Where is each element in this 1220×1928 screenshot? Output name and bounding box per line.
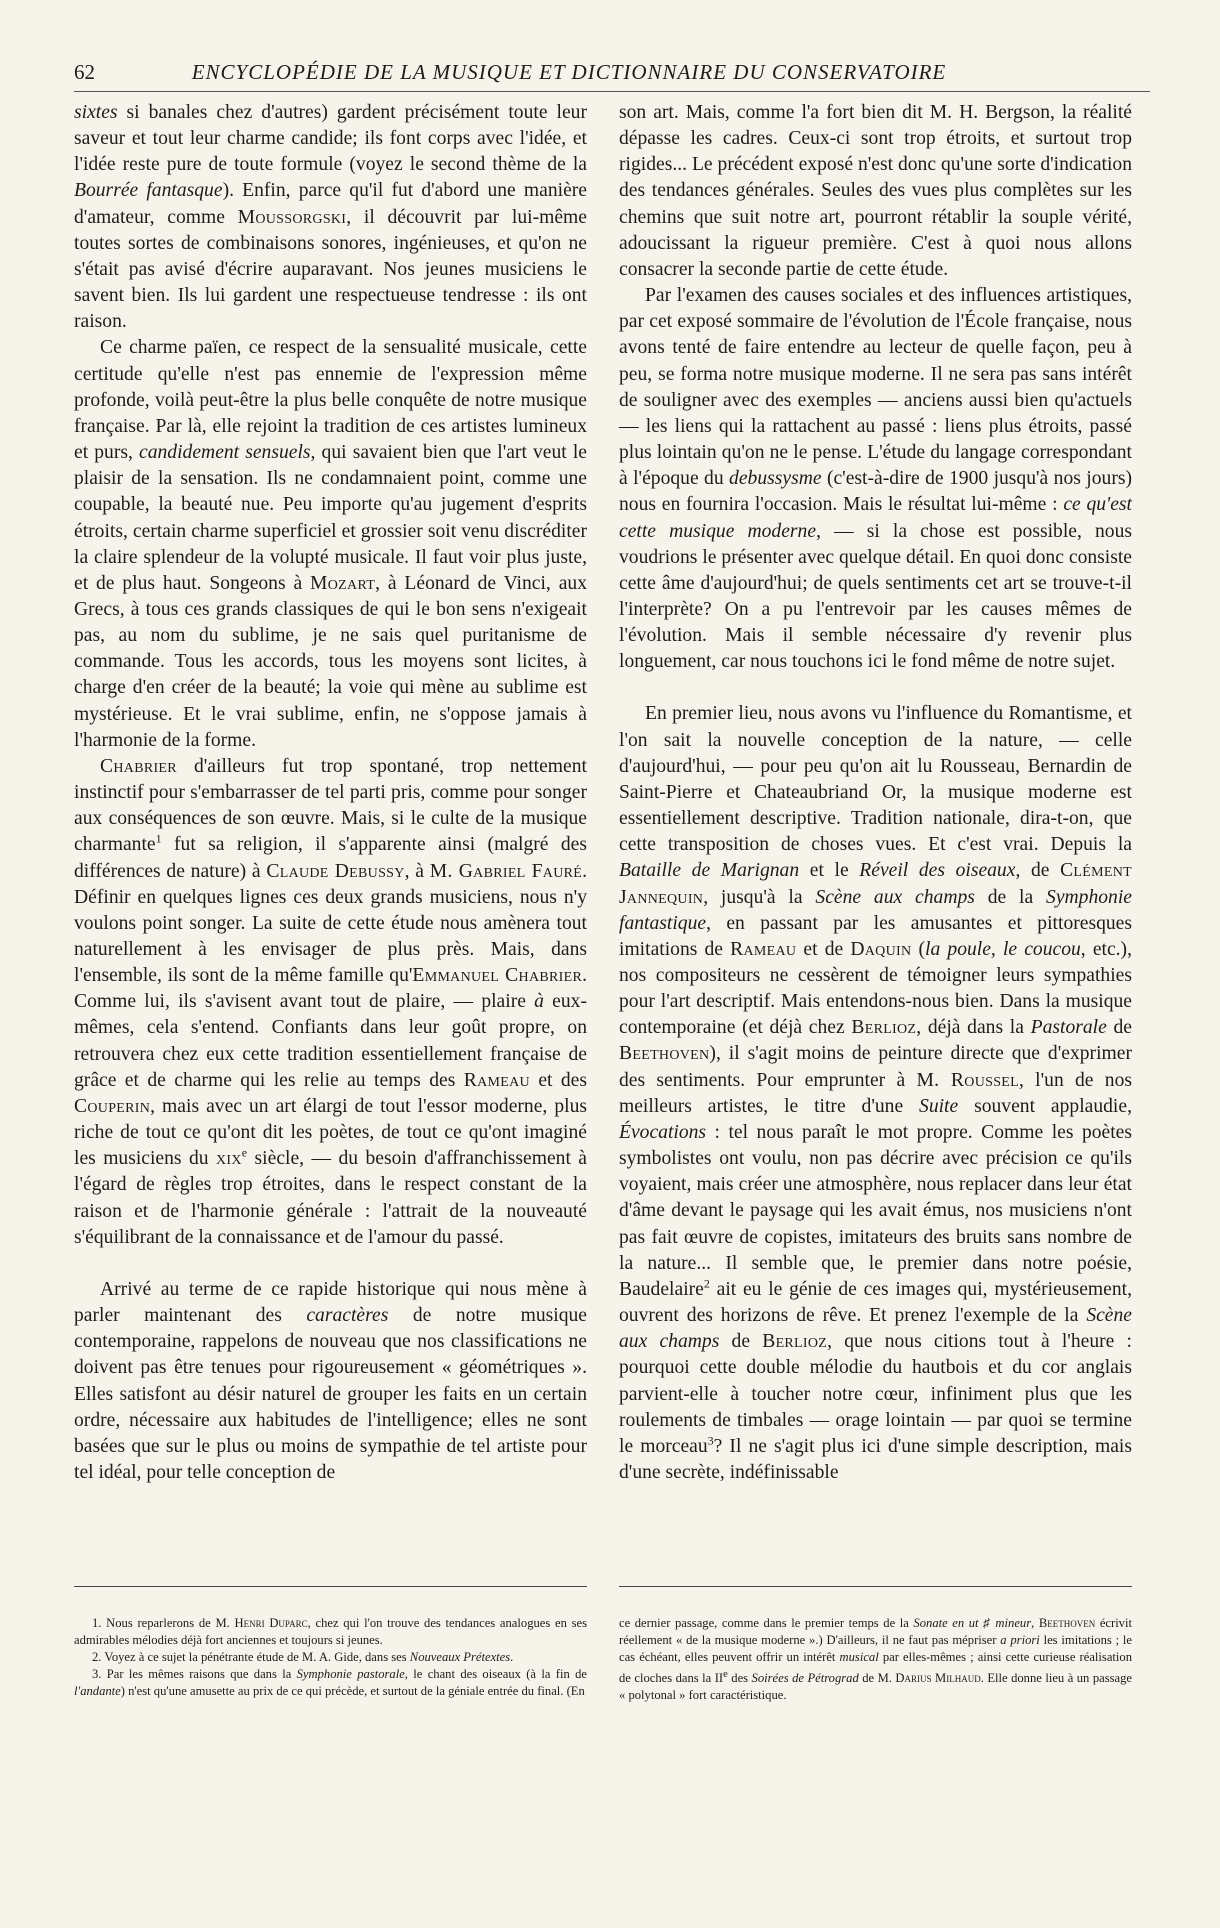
page-header [74,60,1024,100]
footnotes-right [619,1586,1132,1704]
footnote: ce dernier passage, comme dans le premier temps de la Sonate en ut ♯ mineur, Beethoven écrivit réellement « de la musique moderne ».) D'ailleurs, il ne faut pas mépriser a priori les imitations ; le cas échéant, elles peuvent offrir un intérêt musical par elles-mêmes ; ainsi cette curieuse réalisation de cloches dans la IIe des Soirées de Pétrograd de M. Darius Milhaud. Elle donne lieu à un passage « polytonal » fort caractéristique. [619,1616,1132,1703]
page-number: 62 [74,60,95,84]
paragraph: sixtes si banales chez d'autres) gardent précisément toute leur saveur et tout leur charme candide; ils font corps avec l'idée, et l'idée reste pure de toute formule (voyez le second thème de la Bourrée fantasque). Enfin, parce qu'il fut d'abord une manière d'amateur, comme Moussorgski, il découvrit par lui-même toutes sortes de combinaisons sonores, ingénieuses, et qu'on ne s'était pas avisé d'écrire auparavant. Nos jeunes musiciens le savent bien. Ils lui gardent une respectueuse tendresse : ils ont raison. [74,102,587,333]
paragraph: En premier lieu, nous avons vu l'influence du Romantisme, et l'on sait la nouvelle conception de la nature, — celle d'aujourd'hui, — pour peu qu'on ait lu Rousseau, Bernardin de Saint-Pierre et Chateaubriand Or, la musique moderne est essentiellement descriptive. Tradition nationale, dira-t-on, que cette transposition de choses vues. Et c'est vrai. Depuis la Bataille de Marignan et le Réveil des oiseaux, de Clément Jannequin, jusqu'à la Scène aux champs de la Symphonie fantastique, en passant par les amusantes et pittoresques imitations de Rameau et de Daquin (la poule, le coucou, etc.), nos compositeurs ne cessèrent de témoigner leurs sympathies pour l'art descriptif. Mais entendons-nous bien. Dans la musique contemporaine (et déjà chez Berlioz, déjà dans la Pastorale de Beethoven), il s'agit moins de peinture directe que d'exprimer des sentiments. Pour emprunter à M. Roussel, l'un de nos meilleurs artistes, le titre d'une Suite souvent applaudie, Évocations : tel nous paraît le mot propre. Comme les poètes symbolistes ont voulu, non pas décrire avec précision ce qu'ils voyaient, mais créer une atmosphère, nous replacer dans leur état d'âme devant le paysage qui les avait émus, nos musiciens n'ont pas fait œuvre de copistes, imitateurs des bruits sans nombre de la nature... Il semble que, le premier dans notre poésie, Baudelaire$^2$ ait eu le génie de ces images qui, mystérieusement, ouvrent des horizons de rêve. Et prenez l'exemple de la Scène aux champs de Berlioz, que nous citions tout à l'heure : pourquoi cette double mélodie du hautbois et du cor anglais parvient-elle à toucher notre cœur, infiniment plus que les roulements de timbales — orage lointain — par quoi se termine le morceau$^3$? Il ne s'agit plus ici d'une simple description, mais d'une secrète, indéfinissable [619,703,1132,1483]
paragraph: Chabrier d'ailleurs fut trop spontané, trop nettement instinctif pour s'embarrasser de tel parti pris, comme pour songer aux conséquences de son œuvre. Mais, si le culte de la musique charmante$^1$ fut sa religion, il s'apparente ainsi (malgré des différences de nature) à Claude Debussy, à M. Gabriel Fauré. Définir en quelques lignes ces deux grands musiciens, nous n'y voulons point songer. La suite de cette étude nous amènera tout naturellement à les envisager de plus près. Mais, dans l'ensemble, ils sont de la même famille qu'Emmanuel Chabrier. Comme lui, ils s'avisent avant tout de plaire, — plaire à eux-mêmes, cela s'entend. Confiants dans leur goût propre, on retrouvera chez eux cette tradition essentiellement française de grâce et de charme qui les relie au temps des Rameau et des Couperin, mais avec un art élargi de tout l'essor moderne, plus riche de tout ce qu'ont dit les poètes, de tout ce qu'ont imaginé les musiciens du xix$^e$ siècle, — du besoin d'affranchissement à l'égard de règles trop étroites, dans le respect constant de la raison et de l'harmonie générale : l'attrait de la nouveauté s'équilibrant de la connaissance et de l'amour du passé. [74,755,588,1248]
paragraph: Par l'examen des causes sociales et des influences artistiques, par cet exposé sommaire de l'évolution de l'École française, nous avons tenté de faire entendre au lecteur de quelle façon, peu à peu, se forma notre musique moderne. Il ne sera pas sans intérêt de souligner avec des exemples — anciens aussi bien qu'actuels — les liens qui la rattachent au passé : liens plus étroits, passé plus lointain qu'on ne le pense. L'étude du langage correspondant à l'époque du debussysme (c'est-à-dire de 1900 jusqu'à nos jours) nous en fournira l'occasion. Mais le résultat lui-même : ce qu'est cette musique moderne, — si la chose est possible, nous voudrions le présenter avec quelque détail. En quoi donc consiste cette âme d'aujourd'hui; de quels sentiments cet art se trouve-t-il l'interprète? On a pu l'entrevoir par les causes mêmes de l'évolution. Mais il semble nécessaire d'y revenir plus longuement, car nous touchons ici le fond même de notre sujet. [619,285,1133,673]
footnote-ref[interactable]: 2 [703,1276,710,1291]
running-title: ENCYCLOPÉDIE DE LA MUSIQUE ET DICTIONNAIRE DU CONSERVATOIRE [191,60,947,84]
footnote-ref[interactable]: 3 [707,1433,714,1448]
header-rule [74,91,1150,92]
paragraph: Arrivé au terme de ce rapide historique qui nous mène à parler maintenant des caractères de notre musique contemporaine, rappelons de nouveau que nos classifications ne doivent pas être tenues pour rigoureusement « géométriques ». Elles satisfont au désir naturel de grouper les faits en un certain ordre, nécessaire aux habitudes de l'intelligence; elles ne sont basées que sur le plus ou moins de sympathie de tel artiste pour tel idéal, pour telle conception de [74,1278,587,1483]
footnote: 2. Voyez à ce sujet la pénétrante étude de M. A. Gide, dans ses Nouveaux Prétextes. [92,1650,514,1664]
footnote: 1. Nous reparlerons de M. Henri Duparc, chez qui l'on trouve des tendances analogues en ses admirables mélodies déjà fort anciennes et toujours si jeunes. [74,1616,587,1647]
paragraph: son art. Mais, comme l'a fort bien dit M. H. Bergson, la réalité dépasse les cadres. Ceux-ci sont trop étroits, et surtout trop rigides... Le précédent exposé n'est donc qu'une sorte d'indication des tendances générales. Seules des vues plus complètes sur les chemins que suit notre art, pourront rétablir la souple vérité, adoucissant la rigueur première. C'est à quoi nous allons consacrer la seconde partie de cette étude. [619,102,1132,280]
footnotes-left [74,1586,587,1700]
right-column [619,100,1132,1486]
footnote-ref[interactable]: 1 [155,831,162,846]
left-column [74,100,587,1486]
paragraph: Ce charme païen, ce respect de la sensualité musicale, cette certitude qu'elle n'est pas ennemie de l'expression même profonde, voilà peut-être la plus belle conquête de notre musique française. Par là, elle rejoint la tradition de ces artistes lumineux et purs, candidement sensuels, qui savaient bien que l'art veut le plaisir de la sensation. Ils ne condamnaient point, comme une coupable, la beauté nue. Peu importe qu'au jugement d'esprits étroits, certain charme superficiel et grossier soit venu discréditer la claire splendeur de la volupté musicale. Il faut voir plus juste, et de plus haut. Songeons à Mozart, à Léonard de Vinci, aux Grecs, à tous ces grands classiques de qui le bon sens n'exigeait pas, au nom du sublime, je ne sais quel puritanisme de commande. Tous les accords, tous les moyens sont licites, à charge d'en créer de la beauté; la voie qui mène au sublime est mystérieuse. Et le vrai sublime, enfin, ne s'oppose jamais à l'harmonie de la forme. [74,337,587,751]
footnote: 3. Par les mêmes raisons que dans la Symphonie pastorale, le chant des oiseaux (à la fin de l'andante) n'est qu'une amusette au prix de ce qui précède, et surtout de la géniale entrée du final. (En [74,1667,587,1698]
